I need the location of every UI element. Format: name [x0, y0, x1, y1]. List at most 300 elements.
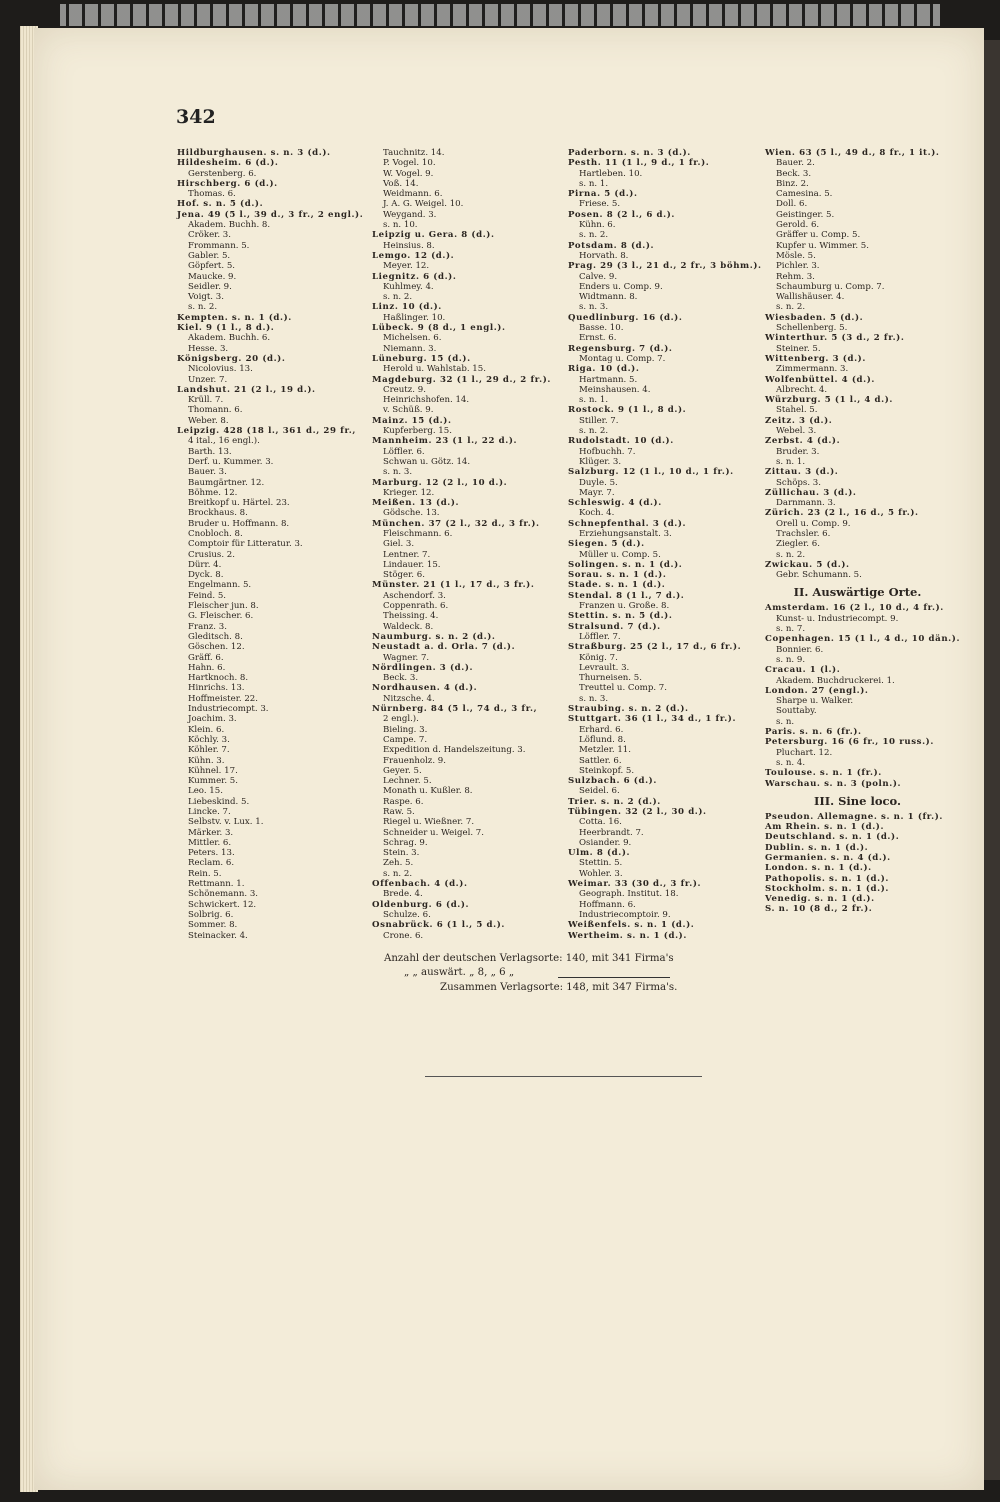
- place-entry: Pirna. 5 (d.).: [568, 189, 638, 200]
- publisher-entry: Bruder. 3.: [776, 446, 820, 457]
- place-entry: London. 27 (engl.).: [765, 685, 869, 696]
- summary-line-3: Zusammen Verlagsorte: 148, mit 347 Firma's.: [440, 982, 678, 993]
- publisher-entry: König. 7.: [579, 652, 618, 663]
- publisher-entry: Geistinger. 5.: [776, 209, 835, 220]
- publisher-entry: Hartknoch. 8.: [188, 673, 249, 684]
- publisher-entry: Gabler. 5.: [188, 250, 231, 261]
- publisher-entry: Herold u. Wahlstab. 15.: [383, 364, 486, 375]
- publisher-entry: Souttaby.: [776, 706, 817, 717]
- publisher-entry: Mayr. 7.: [579, 487, 615, 498]
- publisher-entry: Michelsen. 6.: [383, 333, 442, 344]
- publisher-entry: s. n. 2.: [383, 868, 413, 879]
- publisher-entry: s. n. 1.: [776, 456, 806, 467]
- publisher-entry: Hoffmann. 6.: [579, 899, 636, 910]
- section-heading: II. Auswärtige Orte.: [793, 585, 922, 600]
- publisher-entry: Theissing. 4.: [383, 611, 439, 622]
- place-entry: Schnepfenthal. 3 (d.).: [568, 518, 687, 529]
- publisher-entry: Steiner. 5.: [776, 343, 821, 354]
- place-entry: Schleswig. 4 (d.).: [568, 498, 662, 509]
- publisher-entry: s. n. 4.: [776, 757, 806, 768]
- publisher-entry: s. n. 3.: [383, 467, 413, 478]
- publisher-entry: s. n. 2.: [579, 230, 609, 241]
- publisher-entry: Industriecompt. 3.: [188, 704, 269, 715]
- place-entry: Züllichau. 3 (d.).: [765, 487, 857, 498]
- place-entry: Sulzbach. 6 (d.).: [568, 776, 657, 787]
- place-entry: Deutschland. s. n. 1 (d.).: [765, 832, 900, 843]
- publisher-entry: Sharpe u. Walker.: [776, 696, 854, 707]
- place-entry: Kempten. s. n. 1 (d.).: [177, 312, 292, 323]
- publisher-entry: Riegel u. Wießner. 7.: [383, 817, 475, 828]
- publisher-entry: Beck. 3.: [776, 168, 812, 179]
- publisher-entry: Bauer. 3.: [188, 467, 227, 478]
- place-entry: Pesth. 11 (1 l., 9 d., 1 fr.).: [568, 158, 710, 169]
- place-entry: Pathopolis. s. n. 1 (d.).: [765, 873, 889, 884]
- publisher-entry: Thomann. 6.: [188, 405, 243, 416]
- publisher-entry: Expedition d. Handelszeitung. 3.: [383, 745, 526, 756]
- place-entry: Trier. s. n. 2 (d.).: [568, 796, 661, 807]
- place-entry: Tübingen. 32 (2 l., 30 d.).: [568, 807, 707, 817]
- place-entry: Meißen. 13 (d.).: [372, 498, 460, 509]
- publisher-entry: Thomas. 6.: [188, 189, 236, 200]
- place-entry: Rostock. 9 (1 l., 8 d.).: [568, 405, 687, 416]
- publisher-entry: s. n. 9.: [776, 654, 806, 665]
- publisher-entry: Dyck. 8.: [188, 570, 224, 581]
- publisher-entry: Rein. 5.: [188, 868, 222, 879]
- place-entry: Königsberg. 20 (d.).: [177, 353, 286, 364]
- publisher-entry: Heinrichshofen. 14.: [383, 395, 470, 406]
- publisher-entry: Gödsche. 13.: [383, 508, 440, 519]
- publisher-entry: Crusius. 2.: [188, 549, 235, 560]
- section-heading: III. Sine loco.: [813, 793, 901, 808]
- place-entry: Münster. 21 (1 l., 17 d., 3 fr.).: [372, 580, 535, 591]
- publisher-entry: 4 ital., 16 engl.).: [188, 436, 260, 447]
- publisher-entry: Böhme. 12.: [188, 487, 238, 498]
- publisher-entry: Raspe. 6.: [383, 796, 424, 807]
- publisher-entry: Basse. 10.: [579, 323, 624, 334]
- publisher-entry: Frommann. 5.: [188, 240, 250, 251]
- publisher-entry: Doll. 6.: [776, 199, 808, 210]
- publisher-entry: Göschen. 12.: [188, 642, 245, 653]
- place-entry: Toulouse. s. n. 1 (fr.).: [765, 768, 882, 779]
- publisher-entry: Engelmann. 5.: [188, 580, 252, 591]
- place-entry: Landshut. 21 (2 l., 19 d.).: [177, 384, 316, 395]
- publisher-entry: Kunst- u. Industriecompt. 9.: [776, 613, 899, 624]
- summary-line-1: Anzahl der deutschen Verlagsorte: 140, mit 341 Firma's: [384, 953, 674, 964]
- publisher-entry: Maucke. 9.: [188, 271, 237, 282]
- publisher-entry: Weidmann. 6.: [383, 189, 443, 200]
- publisher-entry: Unzer. 7.: [188, 374, 228, 385]
- publisher-entry: Hartleben. 10.: [579, 168, 643, 179]
- place-entry: Liegnitz. 6 (d.).: [372, 271, 457, 282]
- publisher-entry: Löffler. 6.: [383, 446, 425, 457]
- publisher-entry: Waldeck. 8.: [383, 621, 434, 632]
- publisher-entry: Seidler. 9.: [188, 281, 232, 292]
- place-entry: Pseudon. Allemagne. s. n. 1 (fr.).: [765, 811, 943, 822]
- place-entry: Siegen. 5 (d.).: [568, 539, 645, 550]
- place-entry: Hildburghausen. s. n. 3 (d.).: [177, 148, 331, 158]
- publisher-entry: Creutz. 9.: [383, 384, 426, 395]
- publisher-entry: Kühn. 3.: [188, 755, 225, 766]
- place-entry: Venedig. s. n. 1 (d.).: [765, 894, 875, 905]
- column-2: [372, 148, 565, 941]
- publisher-entry: Schwan u. Götz. 14.: [383, 456, 471, 467]
- publisher-entry: Heinsius. 8.: [383, 240, 435, 251]
- publisher-entry: Industriecomptoir. 9.: [579, 909, 671, 920]
- publisher-entry: Gebr. Schumann. 5.: [776, 570, 862, 581]
- summary-block: [384, 952, 714, 995]
- place-entry: Zwickau. 5 (d.).: [765, 559, 850, 570]
- publisher-entry: Sattler. 6.: [579, 755, 622, 766]
- place-entry: Regensburg. 7 (d.).: [568, 343, 673, 354]
- publisher-entry: Hesse. 3.: [188, 343, 229, 354]
- publisher-entry: Campe. 7.: [383, 734, 428, 745]
- marbled-top-edge: [60, 4, 940, 26]
- publisher-entry: Baumgärtner. 12.: [188, 477, 265, 488]
- publisher-entry: Solbrig. 6.: [188, 909, 234, 920]
- binding-edge: [984, 40, 1000, 1480]
- publisher-entry: Liebeskind. 5.: [188, 796, 250, 807]
- publisher-entry: Hofbuchh. 7.: [579, 446, 636, 457]
- publisher-entry: Akadem. Buchdruckerei. 1.: [776, 675, 895, 686]
- place-entry: Mainz. 15 (d.).: [372, 415, 452, 426]
- publisher-entry: Krieger. 12.: [383, 487, 435, 498]
- publisher-entry: Mittler. 6.: [188, 837, 232, 848]
- publisher-entry: Akadem. Buchh. 8.: [188, 220, 271, 231]
- place-entry: Magdeburg. 32 (1 l., 29 d., 2 fr.).: [372, 374, 551, 385]
- publisher-entry: Bruder u. Hoffmann. 8.: [188, 518, 290, 529]
- publisher-entry: Kühn. 6.: [579, 220, 616, 231]
- place-entry: Germanien. s. n. 4 (d.).: [765, 853, 891, 863]
- publisher-entry: s. n. 3.: [579, 693, 609, 704]
- publisher-entry: Beck. 3.: [383, 673, 419, 684]
- publisher-entry: Duyle. 5.: [579, 477, 618, 488]
- place-entry: Amsterdam. 16 (2 l., 10 d., 4 fr.).: [765, 603, 944, 614]
- publisher-entry: Schneider u. Weigel. 7.: [383, 827, 484, 838]
- publisher-entry: Albrecht. 4.: [776, 384, 828, 395]
- publisher-entry: Hoffmeister. 22.: [188, 693, 258, 704]
- publisher-entry: s. n. 1.: [579, 178, 609, 189]
- publisher-entry: Stahel. 5.: [776, 405, 818, 416]
- publisher-entry: Gerstenberg. 6.: [188, 168, 257, 179]
- column-4: [765, 148, 961, 915]
- publisher-entry: s. n.: [776, 716, 795, 727]
- publisher-entry: Levrault. 3.: [579, 662, 630, 673]
- publisher-entry: Haßlinger. 10.: [383, 312, 446, 323]
- place-entry: Rudolstadt. 10 (d.).: [568, 436, 674, 447]
- publisher-entry: Gleditsch. 8.: [188, 631, 243, 642]
- publisher-entry: Tauchnitz. 14.: [383, 148, 445, 158]
- publisher-entry: Frauenholz. 9.: [383, 755, 446, 766]
- publisher-entry: Feind. 5.: [188, 590, 227, 601]
- publisher-entry: Thurneisen. 5.: [579, 673, 642, 684]
- publisher-entry: Cotta. 16.: [579, 817, 622, 828]
- place-entry: Lüneburg. 15 (d.).: [372, 353, 471, 364]
- publisher-entry: Cröker. 3.: [188, 230, 231, 241]
- publisher-entry: Osiander. 9.: [579, 837, 632, 848]
- publisher-entry: s. n. 2.: [776, 302, 806, 313]
- place-entry: Mannheim. 23 (1 l., 22 d.).: [372, 436, 518, 447]
- publisher-entry: Friese. 5.: [579, 199, 621, 210]
- publisher-entry: Voß. 14.: [383, 178, 419, 189]
- publisher-entry: Aschendorf. 3.: [383, 590, 446, 601]
- publisher-entry: Dürr. 4.: [188, 559, 222, 570]
- publisher-entry: Bieling. 3.: [383, 724, 428, 735]
- publisher-entry: Kupfer u. Wimmer. 5.: [776, 240, 870, 251]
- publisher-entry: Stiller. 7.: [579, 415, 619, 426]
- place-entry: S. n. 10 (8 d., 2 fr.).: [765, 904, 873, 915]
- column-3: [568, 148, 760, 941]
- publisher-entry: Löflund. 8.: [579, 734, 626, 745]
- place-entry: München. 37 (2 l., 32 d., 3 fr.).: [372, 518, 540, 529]
- publisher-entry: s. n. 1.: [579, 395, 609, 406]
- place-entry: Lemgo. 12 (d.).: [372, 250, 455, 261]
- publisher-entry: 2 engl.).: [383, 714, 419, 725]
- publisher-entry: Derf. u. Kummer. 3.: [188, 456, 274, 467]
- publisher-entry: Meyer. 12.: [383, 261, 430, 272]
- publisher-entry: Niemann. 3.: [383, 343, 437, 354]
- place-entry: Paderborn. s. n. 3 (d.).: [568, 148, 691, 158]
- publisher-entry: Gräffer u. Comp. 5.: [776, 230, 861, 241]
- publisher-entry: Schaumburg u. Comp. 7.: [776, 281, 885, 292]
- place-entry: Marburg. 12 (2 l., 10 d.).: [372, 477, 508, 488]
- place-entry: Stuttgart. 36 (1 l., 34 d., 1 fr.).: [568, 714, 737, 725]
- publisher-entry: Rettmann. 1.: [188, 879, 245, 890]
- publisher-entry: Meinshausen. 4.: [579, 384, 651, 395]
- publisher-entry: Brede. 4.: [383, 889, 423, 900]
- place-entry: Nördlingen. 3 (d.).: [372, 662, 474, 673]
- publisher-entry: Rehm. 3.: [776, 271, 815, 282]
- publisher-entry: Kupferberg. 15.: [383, 426, 452, 437]
- place-entry: Osnabrück. 6 (1 l., 5 d.).: [372, 920, 505, 931]
- publisher-entry: Calve. 9.: [579, 271, 618, 282]
- place-entry: Petersburg. 16 (6 fr., 10 russ.).: [765, 737, 934, 748]
- publisher-entry: Wallishäuser. 4.: [776, 292, 845, 303]
- publisher-entry: Comptoir für Litteratur. 3.: [188, 539, 303, 550]
- publisher-entry: Wagner. 7.: [383, 652, 430, 663]
- publisher-entry: s. n. 2.: [579, 426, 609, 437]
- publisher-entry: Giel. 3.: [383, 539, 415, 550]
- publisher-entry: Kummer. 5.: [188, 776, 238, 787]
- place-entry: Posen. 8 (2 l., 6 d.).: [568, 209, 675, 220]
- publisher-entry: Nicolovius. 13.: [188, 364, 253, 375]
- place-entry: Lübeck. 9 (8 d., 1 engl.).: [372, 323, 506, 334]
- publisher-entry: Märker. 3.: [188, 827, 234, 838]
- place-entry: Kiel. 9 (1 l., 8 d.).: [177, 323, 275, 334]
- publisher-entry: Klein. 6.: [188, 724, 225, 735]
- publisher-entry: Barth. 13.: [188, 446, 232, 457]
- place-entry: Weimar. 33 (30 d., 3 fr.).: [568, 879, 702, 890]
- publisher-entry: s. n. 2.: [776, 549, 806, 560]
- place-entry: Paris. s. n. 6 (fr.).: [765, 727, 862, 738]
- publisher-entry: Krüll. 7.: [188, 395, 224, 406]
- place-entry: Wittenberg. 3 (d.).: [765, 353, 866, 364]
- publisher-entry: Brockhaus. 8.: [188, 508, 248, 519]
- publisher-entry: Weber. 8.: [188, 415, 229, 426]
- publisher-entry: Stettin. 5.: [579, 858, 623, 869]
- publisher-entry: Köhler. 7.: [188, 745, 230, 756]
- publisher-entry: s. n. 10.: [383, 220, 418, 231]
- publisher-entry: Lechner. 5.: [383, 776, 432, 787]
- place-entry: Leipzig. 428 (18 l., 361 d., 29 fr.,: [177, 426, 356, 437]
- publisher-entry: Schöps. 3.: [776, 477, 821, 488]
- publisher-entry: Ziegler. 6.: [776, 539, 820, 550]
- publisher-entry: Akadem. Buchh. 6.: [188, 333, 271, 344]
- publisher-entry: Steinkopf. 5.: [579, 765, 635, 776]
- place-entry: Neustadt a. d. Orla. 7 (d.).: [372, 642, 516, 653]
- place-entry: Zeitz. 3 (d.).: [765, 415, 833, 426]
- column-1: [177, 148, 372, 941]
- publisher-entry: Gerold. 6.: [776, 220, 820, 231]
- publisher-entry: Ernst. 6.: [579, 333, 617, 344]
- publisher-entry: Cnobloch. 8.: [188, 528, 243, 539]
- place-entry: Linz. 10 (d.).: [372, 302, 442, 313]
- summary-rule: [558, 977, 670, 978]
- publisher-entry: Lentner. 7.: [383, 549, 431, 560]
- publisher-entry: Camesina. 5.: [776, 189, 833, 200]
- place-entry: Stendal. 8 (1 l., 7 d.).: [568, 590, 685, 601]
- publisher-entry: Heerbrandt. 7.: [579, 827, 644, 838]
- publisher-entry: Weygand. 3.: [383, 209, 437, 220]
- place-entry: Stockholm. s. n. 1 (d.).: [765, 883, 889, 894]
- publisher-entry: Schönemann. 3.: [188, 889, 259, 900]
- publisher-entry: Erhard. 6.: [579, 724, 624, 735]
- publisher-entry: Trachsler. 6.: [776, 528, 831, 539]
- place-entry: Straßburg. 25 (2 l., 17 d., 6 fr.).: [568, 642, 742, 653]
- place-entry: Naumburg. s. n. 2 (d.).: [372, 631, 496, 642]
- publisher-entry: Widtmann. 8.: [579, 292, 638, 303]
- place-entry: Zürich. 23 (2 l., 16 d., 5 fr.).: [765, 508, 919, 519]
- publisher-entry: P. Vogel. 10.: [383, 158, 436, 169]
- publisher-entry: Köchly. 3.: [188, 734, 230, 745]
- publisher-entry: Schulze. 6.: [383, 909, 431, 920]
- place-entry: Stralsund. 7 (d.).: [568, 621, 661, 632]
- publisher-entry: Seidel. 6.: [579, 786, 620, 797]
- place-entry: Riga. 10 (d.).: [568, 364, 640, 375]
- place-entry: Prag. 29 (3 l., 21 d., 2 fr., 3 böhm.).: [568, 261, 762, 272]
- publisher-entry: Mösle. 5.: [776, 250, 816, 261]
- publisher-entry: Schrag. 9.: [383, 837, 428, 848]
- publisher-entry: Steinacker. 4.: [188, 930, 248, 941]
- place-entry: London. s. n. 1 (d.).: [765, 863, 872, 874]
- publisher-entry: Bauer. 2.: [776, 158, 815, 169]
- publisher-entry: Webel. 3.: [776, 426, 817, 437]
- place-entry: Stade. s. n. 1 (d.).: [568, 580, 666, 591]
- place-entry: Zerbst. 4 (d.).: [765, 436, 841, 447]
- publisher-entry: Enders u. Comp. 9.: [579, 281, 663, 292]
- place-entry: Hildesheim. 6 (d.).: [177, 158, 279, 169]
- place-entry: Offenbach. 4 (d.).: [372, 879, 468, 890]
- summary-line-2: „ „ auswärt. „ 8, „ 6 „: [404, 966, 515, 978]
- publisher-entry: Schwickert. 12.: [188, 899, 257, 910]
- place-entry: Copenhagen. 15 (1 l., 4 d., 10 dän.).: [765, 634, 961, 645]
- place-entry: Solingen. s. n. 1 (d.).: [568, 559, 683, 570]
- publisher-entry: Geograph. Institut. 18.: [579, 889, 679, 900]
- publisher-entry: Kühnel. 17.: [188, 765, 238, 776]
- publisher-entry: Sommer. 8.: [188, 920, 238, 931]
- place-entry: Am Rhein. s. n. 1 (d.).: [765, 822, 885, 833]
- place-entry: Nürnberg. 84 (5 l., 74 d., 3 fr.,: [372, 704, 538, 715]
- publisher-entry: Leo. 15.: [188, 786, 223, 797]
- place-entry: Ulm. 8 (d.).: [568, 848, 631, 859]
- place-entry: Nordhausen. 4 (d.).: [372, 683, 478, 694]
- publisher-entry: Pluchart. 12.: [776, 747, 833, 758]
- publisher-entry: Stöger. 6.: [383, 570, 425, 581]
- place-entry: Leipzig u. Gera. 8 (d.).: [372, 230, 495, 241]
- publisher-entry: Bonnier. 6.: [776, 644, 824, 655]
- publisher-entry: Göpfert. 5.: [188, 261, 236, 272]
- publisher-entry: Hartmann. 5.: [579, 374, 638, 385]
- publisher-entry: Lindauer. 15.: [383, 559, 441, 570]
- publisher-entry: Gräff. 6.: [188, 652, 224, 663]
- publisher-entry: Schellenberg. 5.: [776, 323, 848, 334]
- publisher-entry: Metzler. 11.: [579, 745, 631, 756]
- page-number: 342: [176, 106, 216, 128]
- publisher-entry: v. Schüß. 9.: [383, 405, 434, 416]
- place-entry: Cracau. 1 (l.).: [765, 665, 841, 676]
- publisher-entry: Peters. 13.: [188, 848, 235, 859]
- publisher-entry: Stein. 3.: [383, 848, 420, 859]
- publisher-entry: Selbstv. v. Lux. 1.: [188, 817, 264, 828]
- publisher-entry: Geyer. 5.: [383, 765, 422, 776]
- place-entry: Straubing. s. n. 2 (d.).: [568, 704, 689, 715]
- place-entry: Stettin. s. n. 5 (d.).: [568, 611, 673, 622]
- publisher-entry: Wohler. 3.: [579, 868, 623, 879]
- place-entry: Jena. 49 (5 l., 39 d., 3 fr., 2 engl.).: [177, 209, 364, 220]
- place-entry: Wertheim. s. n. 1 (d.).: [568, 930, 687, 941]
- place-entry: Salzburg. 12 (1 l., 10 d., 1 fr.).: [568, 467, 734, 478]
- place-entry: Winterthur. 5 (3 d., 2 fr.).: [765, 333, 905, 344]
- publisher-entry: Kuhlmey. 4.: [383, 281, 434, 292]
- place-entry: Potsdam. 8 (d.).: [568, 240, 655, 251]
- publisher-entry: s. n. 7.: [776, 624, 806, 635]
- publisher-entry: Darnmann. 3.: [776, 498, 836, 509]
- publisher-entry: Fleischmann. 6.: [383, 528, 453, 539]
- publisher-entry: Hinrichs. 13.: [188, 683, 245, 694]
- publisher-entry: Löffler. 7.: [579, 631, 621, 642]
- place-entry: Weißenfels. s. n. 1 (d.).: [568, 920, 695, 931]
- place-entry: Wien. 63 (5 l., 49 d., 8 fr., 1 it.).: [765, 148, 940, 158]
- publisher-entry: Müller u. Comp. 5.: [579, 549, 661, 560]
- publisher-entry: Binz. 2.: [776, 178, 809, 189]
- place-entry: Zittau. 3 (d.).: [765, 467, 839, 478]
- publisher-entry: Nitzsche. 4.: [383, 693, 435, 704]
- place-entry: Hof. s. n. 5 (d.).: [177, 199, 264, 210]
- place-entry: Wolfenbüttel. 4 (d.).: [765, 374, 875, 385]
- publisher-entry: Zimmermann. 3.: [776, 364, 849, 375]
- publisher-entry: J. A. G. Weigel. 10.: [383, 199, 464, 210]
- publisher-entry: Koch. 4.: [579, 508, 615, 519]
- place-entry: Wiesbaden. 5 (d.).: [765, 312, 864, 323]
- end-rule: [425, 1076, 702, 1077]
- place-entry: Dublin. s. n. 1 (d.).: [765, 842, 869, 853]
- place-entry: Hirschberg. 6 (d.).: [177, 178, 278, 189]
- publisher-entry: Franzen u. Große. 8.: [579, 601, 670, 612]
- publisher-entry: s. n. 2.: [188, 302, 218, 313]
- publisher-entry: Fleischer jun. 8.: [188, 601, 259, 612]
- publisher-entry: Hahn. 6.: [188, 662, 226, 673]
- place-entry: Würzburg. 5 (1 l., 4 d.).: [765, 395, 894, 406]
- publisher-entry: Franz. 3.: [188, 621, 227, 632]
- place-entry: Warschau. s. n. 3 (poln.).: [765, 778, 902, 789]
- publisher-entry: Erziehungsanstalt. 3.: [579, 528, 672, 539]
- publisher-entry: Crone. 6.: [383, 930, 424, 941]
- publisher-entry: Klüger. 3.: [579, 456, 622, 467]
- publisher-entry: s. n. 2.: [383, 292, 413, 303]
- place-entry: Quedlinburg. 16 (d.).: [568, 312, 683, 323]
- publisher-entry: Monath u. Kußler. 8.: [383, 786, 473, 797]
- publisher-entry: Lincke. 7.: [188, 807, 231, 817]
- publisher-entry: Breitkopf u. Härtel. 23.: [188, 498, 290, 509]
